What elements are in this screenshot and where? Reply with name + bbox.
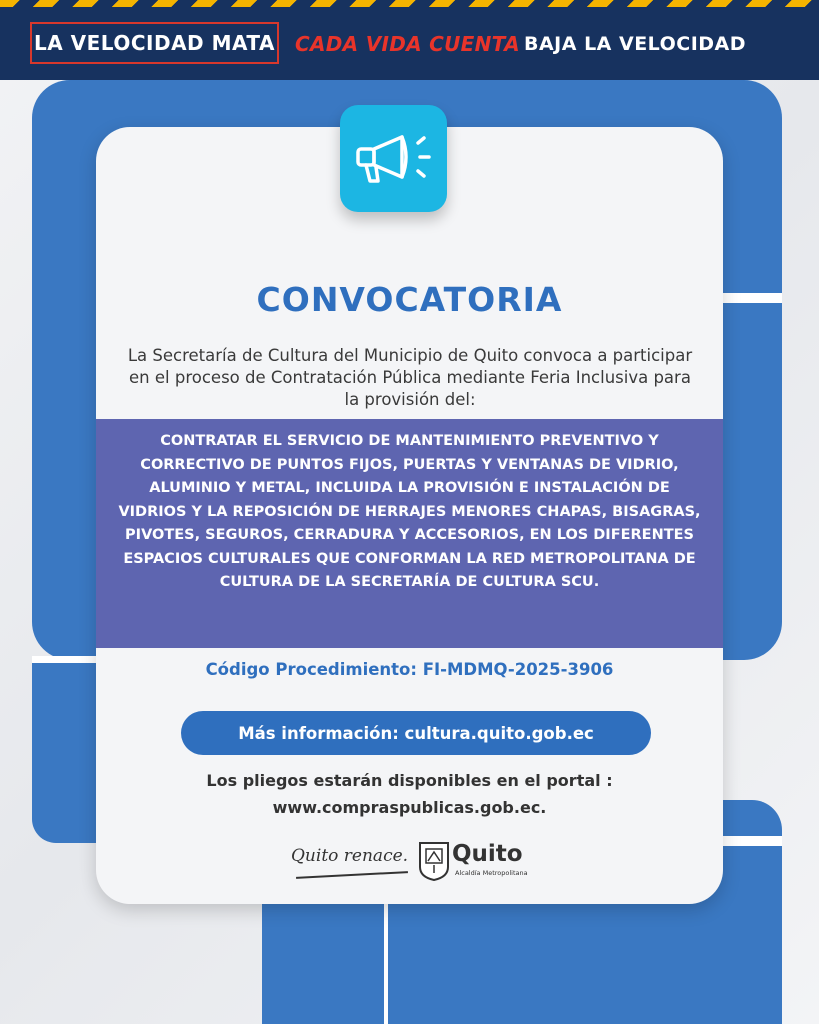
- megaphone-icon: [352, 129, 436, 189]
- procedure-code: Código Procedimiento: FI-MDMQ-2025-3906: [205, 660, 614, 679]
- hazard-stripe: [0, 0, 819, 7]
- pliegos-info: [96, 767, 723, 821]
- intro-paragraph: La Secretaría de Cultura del Municipio de Quito convoca a participar en el proceso de Contratación Pública mediante Feria Inclusiva para la provisión del:: [127, 346, 693, 409]
- service-description: CONTRATAR EL SERVICIO DE MANTENIMIENTO PREVENTIVO Y CORRECTIVO DE PUNTOS FIJOS, PUERTAS Y VENTANAS DE VIDRIO, ALUMINIO Y METAL, INCLUIDA LA PROVISIÓN E INSTALACIÓN DE VIDRIOS Y LA REPOSICIÓN DE HERRAJES MENORES CHAPAS, BISAGRAS, PIVOTES, SEGUROS, CERRADURA Y ACCESORIOS, EN LOS DIFERENTES ESPACIOS CULTURALES QUE CONFORMAN LA RED METROPOLITANA DE CULTURA DE LA SECRETARÍA DE CULTURA SCU.: [118, 433, 701, 590]
- white-stripe-right-top: [723, 293, 782, 303]
- white-stripe-right-bottom: [723, 836, 782, 846]
- slogan-velocidad-mata: LA VELOCIDAD MATA: [30, 22, 279, 64]
- white-stripe-vertical: [384, 904, 388, 1024]
- alcaldia-text: Alcaldía Metropolitana: [455, 869, 528, 877]
- more-info-link[interactable]: Más información: cultura.quito.gob.ec: [181, 711, 651, 755]
- crest-icon: [418, 841, 450, 881]
- megaphone-icon-tile: [340, 105, 447, 212]
- top-banner: [0, 0, 819, 80]
- quito-logo-text: Quito: [452, 841, 523, 867]
- page-title: CONVOCATORIA: [256, 280, 563, 319]
- quito-renace-logo: Quito renace.: [291, 846, 409, 866]
- slogan-cada-vida-cuenta: CADA VIDA CUENTA: [295, 32, 520, 56]
- slogan-baja-velocidad: BAJA LA VELOCIDAD: [524, 33, 747, 55]
- white-stripe-left: [32, 656, 96, 663]
- pliegos-text: Los pliegos estarán disponibles en el portal :: [206, 771, 613, 790]
- portal-url[interactable]: www.compraspublicas.gob.ec.: [272, 798, 547, 817]
